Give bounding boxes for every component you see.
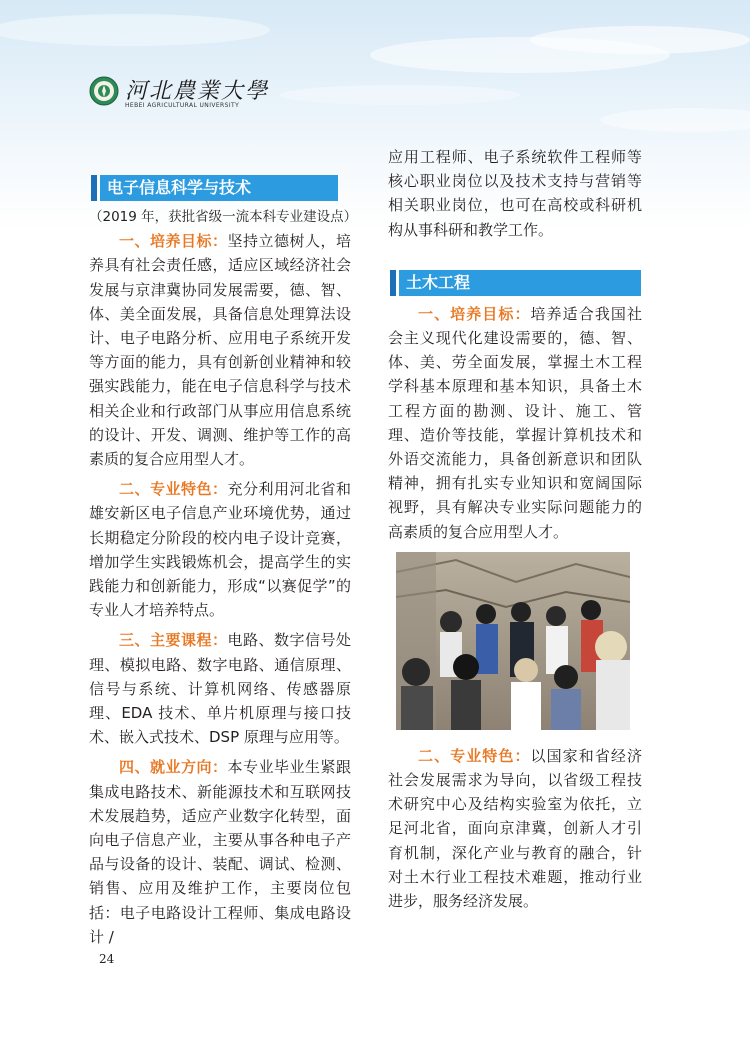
paragraph-lead: 三、主要课程： xyxy=(119,631,228,650)
paragraph-text: 坚持立德树人，培养具有社会责任感，适应区域经济社会发展与京津冀协同发展需要，德、智、体、美全面发展，具备信息处理算法设计、电子电路分析、应用电子系统开发等方面的能力，具有创新创业精神和较强实践能力，能在电子信息科学与技术相关企业和行政部门从事应用信息系统的设计、开发、调测、维护等工作的高素质的复合应用型人才。 xyxy=(89,232,351,469)
section-note: （2019 年，获批省级一流本科专业建设点） xyxy=(89,209,358,225)
paragraph-careers-continued: 应用工程师、电子系统软件工程师等核心职业岗位以及技术支持与营销等相关职业岗位，也可在高校或科研机构从事科研和教学工作。 xyxy=(388,148,642,239)
paragraph-training-goal xyxy=(388,302,642,544)
paragraph-text: 充分利用河北省和雄安新区电子信息产业环境优势，通过长期稳定分阶段的校内电子设计竞赛，增加学生实践锻炼机会，提高学生的实践能力和创新能力，形成“以赛促学”的专业人才培养特点。 xyxy=(89,480,351,620)
paragraph-lead: 二、专业特色： xyxy=(418,746,531,765)
field-trip-photo xyxy=(396,552,630,730)
paragraph-courses xyxy=(89,628,351,749)
paragraph-text: 以国家和省经济社会发展需求为导向，以省级工程技术研究中心及结构实验室为依托，立足河北省，面向京津冀，创新人才引育机制，深化产业与教育的融合，针对土木行业工程技术难题，推动行业进步，服务经济发展。 xyxy=(388,746,642,911)
paragraph-text: 培养适合我国社会主义现代化建设需要的，德、智、体、美、劳全面发展，掌握土木工程学科基本原理和基本知识，具备土木工程方面的勘测、设计、施工、管理、造价等技能，掌握计算机技术和外语交流能力，具备创新意识和团队精神，拥有扎实专业知识和宽阔国际视野，具有解决专业实际问题能力的高素质的复合应用型人才。 xyxy=(388,304,642,541)
paragraph-text: 电路、数字信号处理、模拟电路、数字电路、通信原理、信号与系统、计算机网络、传感器原理、EDA 技术、单片机原理与接口技术、嵌入式技术、DSP 原理与应用等。 xyxy=(89,631,351,747)
paragraph-features xyxy=(388,744,642,913)
paragraph-lead: 一、培养目标： xyxy=(119,232,228,251)
left-column xyxy=(89,175,358,949)
header-bar-accent xyxy=(91,175,97,201)
university-logo xyxy=(89,76,270,116)
paragraph-lead: 四、就业方向： xyxy=(119,758,228,777)
university-name-en: HEBEI AGRICULTURAL UNIVERSITY xyxy=(125,102,240,109)
page-number: 24 xyxy=(99,952,115,966)
university-name-cn: 河北農業大學 xyxy=(125,79,270,104)
paragraph-training-goal xyxy=(89,229,351,471)
section-title: 电子信息科学与技术 xyxy=(107,178,252,197)
paragraph-features xyxy=(89,477,351,622)
paragraph-careers xyxy=(89,755,351,949)
section-header-electronics xyxy=(91,175,351,201)
section-header-civil xyxy=(390,270,642,296)
paragraph-lead: 二、专业特色： xyxy=(119,480,228,499)
right-column xyxy=(388,145,642,913)
section-title: 土木工程 xyxy=(406,272,471,292)
university-seal-icon xyxy=(89,76,119,106)
header-bar-accent xyxy=(390,270,396,296)
paragraph-text: 本专业毕业生紧跟集成电路技术、新能源技术和互联网技术发展趋势，适应产业数字化转型，面向电子信息产业，主要从事各种电子产品与设备的设计、装配、调试、检测、销售、应用及维护工作，主要岗位包括：电子电路设计工程师、集成电路设计 / xyxy=(89,758,351,946)
paragraph-lead: 一、培养目标： xyxy=(418,304,531,323)
